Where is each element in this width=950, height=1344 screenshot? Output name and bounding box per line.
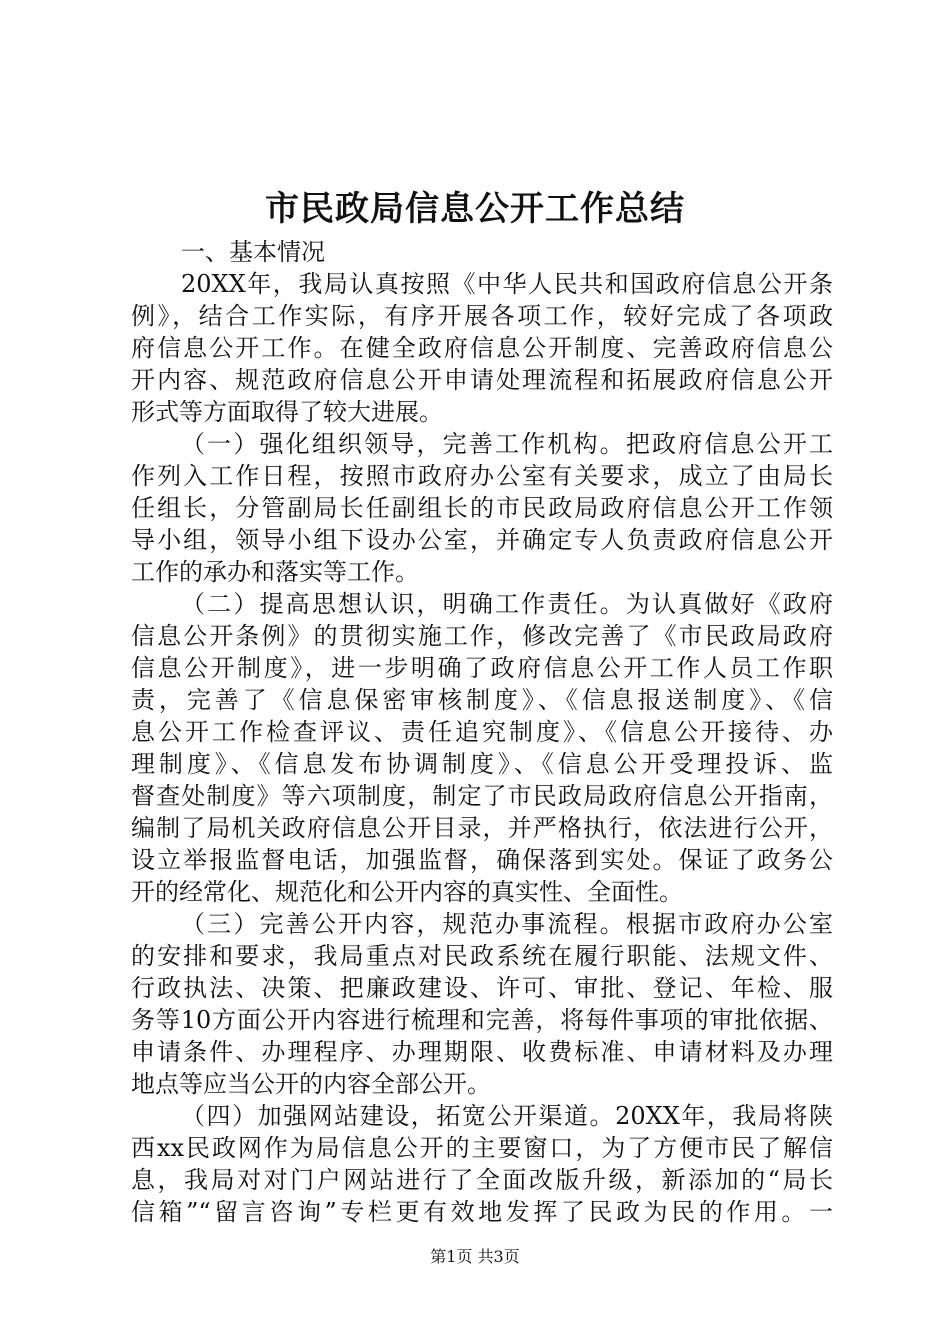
body-line: （三）完善公开内容，规范办事流程。根据市政府办公室 — [181, 910, 833, 938]
body-line: （二）提高思想认识，明确工作责任。为认真做好《政府 — [181, 590, 833, 618]
body-line: 地点等应当公开的内容全部公开。 — [131, 1070, 491, 1098]
body-line: 开内容、规范政府信息公开申请处理流程和拓展政府信息公开 — [131, 366, 833, 394]
body-line: 申请条件、办理程序、办理期限、收费标准、申请材料及办理 — [131, 1038, 833, 1066]
body-line: 行政执法、决策、把廉政建设、许可、审批、登记、年检、服 — [131, 974, 833, 1002]
body-line: 形式等方面取得了较大进展。 — [131, 398, 443, 426]
body-line: 的安排和要求，我局重点对民政系统在履行职能、法规文件、 — [131, 942, 833, 970]
section-heading: 一、基本情况 — [181, 238, 325, 266]
body-line: 息公开工作检查评议、责任追究制度》、《信息公开接待、办 — [131, 718, 833, 746]
body-line: 信息公开制度》，进一步明确了政府信息公开工作人员工作职 — [131, 654, 833, 682]
body-line: 息，我局对对门户网站进行了全面改版升级，新添加的“局长 — [131, 1166, 833, 1194]
body-line: 信息公开条例》的贯彻实施工作，修改完善了《市民政局政府 — [131, 622, 833, 650]
body-line: 府信息公开工作。在健全政府信息公开制度、完善政府信息公 — [131, 334, 833, 362]
body-line: 导小组，领导小组下设办公室，并确定专人负责政府信息公开 — [131, 526, 833, 554]
document-body — [131, 236, 833, 1228]
body-line: 理制度》、《信息发布协调制度》、《信息公开受理投诉、监 — [131, 750, 833, 778]
body-line: 例》，结合工作实际，有序开展各项工作，较好完成了各项政 — [131, 302, 833, 330]
body-line: 20XX年，我局认真按照《中华人民共和国政府信息公开条 — [181, 270, 833, 298]
body-line: 务等10方面公开内容进行梳理和完善，将每件事项的审批依据、 — [131, 1006, 833, 1034]
body-line: 作列入工作日程，按照市政府办公室有关要求，成立了由局长 — [131, 462, 833, 490]
body-line: 工作的承办和落实等工作。 — [131, 558, 419, 586]
body-line: 开的经常化、规范化和公开内容的真实性、全面性。 — [131, 878, 683, 906]
body-line: 西xx民政网作为局信息公开的主要窗口，为了方便市民了解信 — [131, 1134, 833, 1162]
body-line: 督查处制度》等六项制度，制定了市民政局政府信息公开指南， — [131, 782, 833, 810]
body-line: 设立举报监督电话，加强监督，确保落到实处。保证了政务公 — [131, 846, 833, 874]
body-line: 任组长，分管副局长任副组长的市民政局政府信息公开工作领 — [131, 494, 833, 522]
body-line: 信箱”“留言咨询”专栏更有效地发挥了民政为民的作用。一 — [131, 1198, 833, 1226]
page-footer: 第1页 共3页 — [430, 1247, 520, 1266]
body-line: （一）强化组织领导，完善工作机构。把政府信息公开工 — [181, 430, 833, 458]
document-title: 市民政局信息公开工作总结 — [265, 189, 685, 229]
body-line: （四）加强网站建设，拓宽公开渠道。20XX年，我局将陕 — [181, 1102, 833, 1130]
body-line: 责，完善了《信息保密审核制度》、《信息报送制度》、《信 — [131, 686, 833, 714]
body-line: 编制了局机关政府信息公开目录，并严格执行，依法进行公开， — [131, 814, 833, 842]
